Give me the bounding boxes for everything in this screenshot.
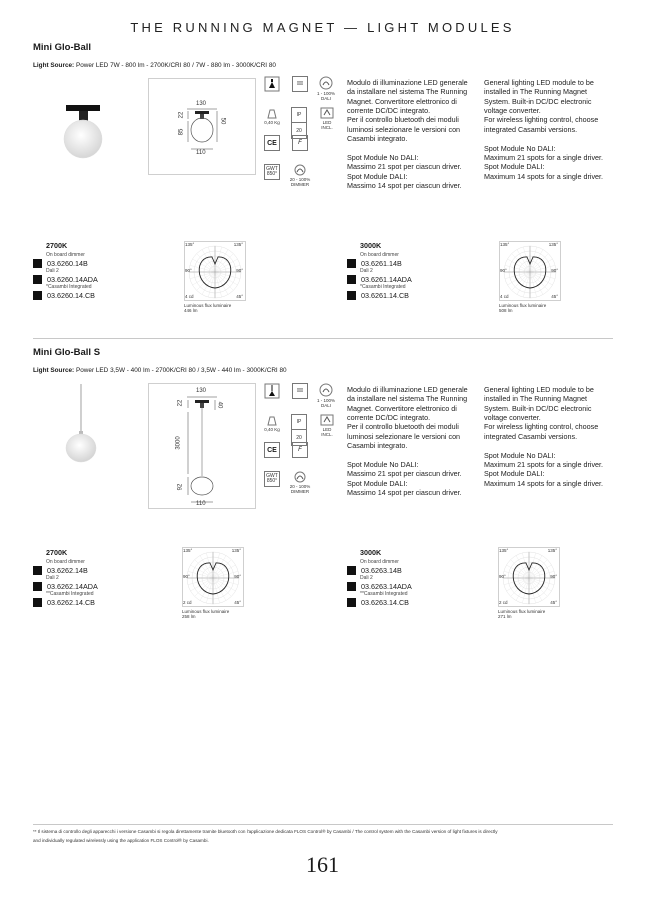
ce-icon: CE xyxy=(264,442,280,458)
led-icon xyxy=(320,414,334,426)
angle-label: 90° xyxy=(185,268,192,273)
product-code: 03.6263.14B xyxy=(361,565,402,575)
color-swatch xyxy=(33,259,42,268)
ip-icon: IP xyxy=(291,107,307,123)
dim-top: 130 xyxy=(196,388,207,394)
angle-label: 90° xyxy=(499,574,506,579)
product-code: 03.6263.14.CB xyxy=(361,597,409,607)
angle-label: 135° xyxy=(499,548,509,553)
flux-label: Luminous flux luminaire xyxy=(498,609,546,614)
weight-icon xyxy=(265,107,279,119)
ip-icon: IP xyxy=(291,414,307,430)
color-swatch xyxy=(33,275,42,284)
angle-label: 135° xyxy=(500,242,510,247)
color-swatch xyxy=(33,566,42,575)
dim-side-a: 22 xyxy=(177,399,184,407)
page-header: THE RUNNING MAGNET — LIGHT MODULES xyxy=(130,20,515,35)
polar-diagram xyxy=(499,241,561,313)
dim-side-d: 92 xyxy=(177,483,184,491)
light-source: Light Source: Power LED 3,5W - 400 lm - 2700K/CRI 80 / 3,5W - 440 lm - 3000K/CRI 80 xyxy=(33,367,287,374)
dim-side-b: 40 xyxy=(216,401,223,409)
flux-value: 258 lm xyxy=(182,614,196,619)
track-mount-icon xyxy=(264,76,280,92)
description-it: Modulo di illuminazione LED generale da installare nel sistema The Running Magnet. Convertitore elettronico di corrente DC/DC integrato. Per il controllo bluetooth dei moduli luminosi selezionare le versioni con Casambi integrato. Spot Module No DALI: Massimo 21 spot per ciascun driver. Spot Module DALI: Massimo 14 spot per ciascun driver. xyxy=(347,78,468,190)
angle-label: 135° xyxy=(548,242,558,247)
dim-side-c: 85 xyxy=(178,128,185,136)
footnote: ** Il sistema di controllo degli apparecchi i versione Casambi si regola direttamente tramite bluetooth con l'applicazione dedicata FLOS Control® by Casambi / The control system with the Casambi version of light fixtures is directly and individually regulated wirelessly using the application FLOS Control® by Casambi. xyxy=(33,829,498,844)
angle-label: 135° xyxy=(183,548,193,553)
angle-label: 135° xyxy=(185,242,195,247)
ce-icon: CE xyxy=(264,135,280,151)
variant-block: 2700K On board dimmer 03.6260.14B Dali 2 03.6260.14ADA *Casambi Integrated 03.6260.14.CB xyxy=(33,241,183,300)
angle-label: 45° xyxy=(236,294,243,299)
angle-label: 45° xyxy=(234,600,241,605)
intensity-label: 4 cd xyxy=(185,294,194,299)
product-code: 03.6263.14ADA xyxy=(361,581,412,591)
product-photo xyxy=(62,103,110,165)
angle-label: 90° xyxy=(234,574,241,579)
dimmer-icon xyxy=(293,471,307,483)
angle-label: 135° xyxy=(233,242,243,247)
product-title: Mini Glo-Ball S xyxy=(33,347,101,358)
led-icon xyxy=(320,107,334,119)
color-swatch xyxy=(33,582,42,591)
color-temp: 2700K xyxy=(46,548,68,557)
intensity-label: 2 cd xyxy=(183,600,192,605)
polar-diagram xyxy=(184,241,246,313)
angle-label: 90° xyxy=(183,574,190,579)
product-code: 03.6260.14.CB xyxy=(47,290,95,300)
class-icon: III xyxy=(292,76,308,92)
variant-block: 2700K On board dimmer 03.6262.14B Dali 2 03.6262.14ADA **Casambi Integrated 03.6262.14.CB xyxy=(33,548,183,607)
description-en: General lighting LED module to be installed in The Running Magnet System. Built-in DC/DC electronic voltage converter. For wireless lighting control, choose integrated Casambi versions. Spot Module No DALI: Maximum 21 spots for a single driver. Spot Module DALI: Maximum 14 spots for a single driver. xyxy=(484,78,604,181)
color-swatch xyxy=(347,598,356,607)
color-swatch xyxy=(347,566,356,575)
product-code: 03.6261.14B xyxy=(361,258,402,268)
dali-icon xyxy=(319,76,333,90)
flux-label: Luminous flux luminaire xyxy=(499,303,547,308)
product-title: Mini Glo-Ball xyxy=(33,42,92,53)
flux-label: Luminous flux luminaire xyxy=(184,303,232,308)
product-code: 03.6262.14.CB xyxy=(47,597,95,607)
product-code: 03.6260.14B xyxy=(47,258,88,268)
description-it: Modulo di illuminazione LED generale da installare nel sistema The Running Magnet. Convertitore elettronico di corrente DC/DC integrato. Per il controllo bluetooth dei moduli luminosi selezionare le versioni con Casambi integrato. Spot Module No DALI: Massimo 21 spot per ciascun driver. Spot Module DALI: Massimo 14 spot per ciascun driver. xyxy=(347,385,468,497)
variant-block: 3000K On board dimmer 03.6261.14B Dali 2 03.6261.14ADA *Casambi Integrated 03.6261.14.CB xyxy=(347,241,497,300)
flux-value: 446 lm xyxy=(184,308,198,313)
flux-label: Luminous flux luminaire xyxy=(182,609,230,614)
technical-drawing xyxy=(148,78,256,175)
intensity-label: 4 cd xyxy=(500,294,509,299)
dim-bottom: 110 xyxy=(196,150,206,156)
footer-divider xyxy=(33,824,613,825)
class-icon: III xyxy=(292,383,308,399)
dim-side-b: 50 xyxy=(219,117,226,125)
product-code: 03.6261.14.CB xyxy=(361,290,409,300)
color-swatch xyxy=(347,275,356,284)
dim-side-a: 22 xyxy=(178,111,185,119)
gwt-icon: GWT 850° xyxy=(264,164,280,180)
angle-label: 90° xyxy=(550,574,557,579)
section-divider xyxy=(33,338,613,339)
product-photo xyxy=(62,384,102,466)
color-swatch xyxy=(347,291,356,300)
variant-block: 3000K On board dimmer 03.6263.14B Dali 2 03.6263.14ADA **Casambi Integrated 03.6263.14.CB xyxy=(347,548,497,607)
light-source: Light Source: Power LED 7W - 800 lm - 2700K/CRI 80 / 7W - 880 lm - 3000K/CRI 80 xyxy=(33,62,276,69)
f-mark-icon: F xyxy=(292,442,308,458)
pendant-mount-icon xyxy=(264,383,280,399)
technical-drawing xyxy=(148,383,256,509)
angle-label: 90° xyxy=(551,268,558,273)
dim-side-c: 3000 xyxy=(175,436,182,450)
product-code: 03.6262.14ADA xyxy=(47,581,98,591)
dim-bottom: 110 xyxy=(196,501,206,507)
color-swatch xyxy=(33,598,42,607)
product-code: 03.6261.14ADA xyxy=(361,274,412,284)
product-code: 03.6260.14ADA xyxy=(47,274,98,284)
dali-icon xyxy=(319,383,333,397)
gwt-icon: GWT 850° xyxy=(264,471,280,487)
intensity-label: 2 cd xyxy=(499,600,508,605)
angle-label: 90° xyxy=(500,268,507,273)
dimmer-icon xyxy=(293,164,307,176)
polar-diagram xyxy=(498,547,560,619)
product-code: 03.6262.14B xyxy=(47,565,88,575)
description-en: General lighting LED module to be installed in The Running Magnet System. Built-in DC/DC electronic voltage converter. For wireless lighting control, choose integrated Casambi versions. Spot Module No DALI: Maximum 21 spots for a single driver. Spot Module DALI: Maximum 14 spots for a single driver. xyxy=(484,385,604,488)
page-number: 161 xyxy=(306,852,339,877)
angle-label: 45° xyxy=(551,294,558,299)
angle-label: 90° xyxy=(236,268,243,273)
angle-label: 135° xyxy=(547,548,557,553)
color-temp: 3000K xyxy=(360,548,382,557)
color-swatch xyxy=(347,582,356,591)
weight-icon xyxy=(265,414,279,426)
color-swatch xyxy=(33,291,42,300)
f-mark-icon: F xyxy=(292,135,308,151)
color-swatch xyxy=(347,259,356,268)
angle-label: 135° xyxy=(231,548,241,553)
flux-value: 508 lm xyxy=(499,308,513,313)
color-temp: 3000K xyxy=(360,241,382,250)
color-temp: 2700K xyxy=(46,241,68,250)
polar-diagram xyxy=(182,547,244,619)
dim-top: 130 xyxy=(196,101,207,107)
flux-value: 271 lm xyxy=(498,614,512,619)
angle-label: 45° xyxy=(550,600,557,605)
